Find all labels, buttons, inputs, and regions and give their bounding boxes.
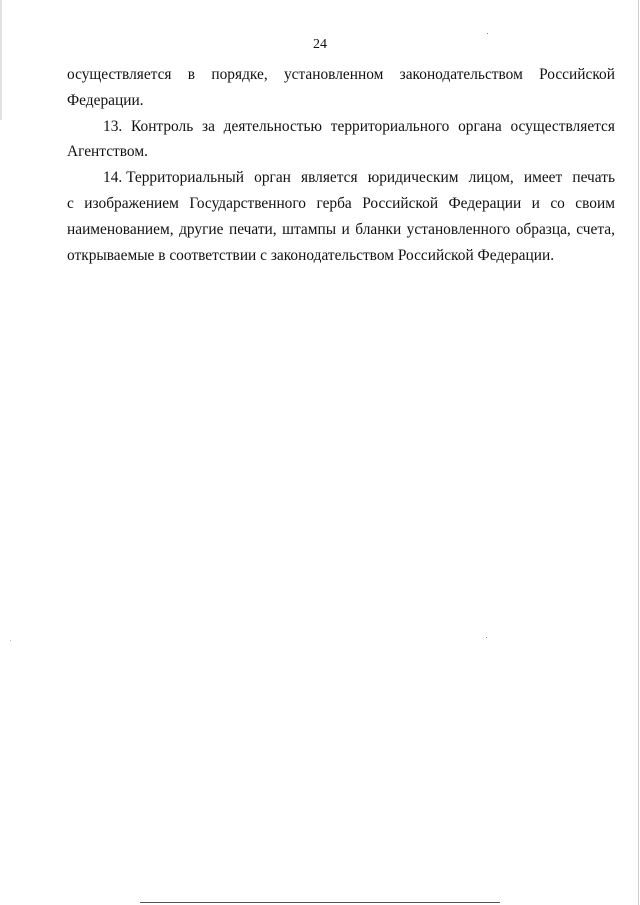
- word: является: [301, 169, 358, 187]
- word: 13.: [103, 117, 123, 135]
- word: открываемые в соответствии с законодательством Российской Федерации.: [67, 246, 555, 264]
- word: штампы: [282, 220, 337, 238]
- word: законодательством: [399, 66, 523, 83]
- page-number: 24: [313, 37, 327, 52]
- word: и: [531, 194, 540, 212]
- paragraph-13: [67, 114, 615, 166]
- text-line: [67, 139, 615, 165]
- word: осуществляется: [67, 66, 172, 83]
- word: изображением: [84, 194, 179, 212]
- word: территориального: [330, 117, 450, 135]
- word: за: [201, 117, 215, 135]
- word: Федерации: [448, 194, 522, 212]
- word: порядке,: [211, 66, 268, 83]
- word: с: [67, 194, 74, 212]
- word: Контроль: [131, 117, 194, 135]
- scan-edge-right: [638, 0, 639, 905]
- text-line: [67, 217, 615, 243]
- word: осуществляется: [510, 117, 615, 135]
- document-body: [67, 62, 615, 268]
- word: образца,: [515, 220, 571, 238]
- word: деятельностью: [223, 117, 323, 135]
- text-line: [67, 191, 615, 217]
- word: другие: [179, 220, 224, 238]
- word: установленном: [283, 66, 384, 83]
- word: Федерации.: [67, 91, 144, 109]
- word: установленного: [406, 220, 511, 238]
- scan-edge-top-left: [0, 0, 2, 120]
- word: герба: [316, 194, 352, 212]
- word: со: [550, 194, 565, 212]
- word: Агентством.: [67, 143, 148, 161]
- word: счета,: [576, 220, 615, 238]
- scan-speck: [486, 637, 487, 638]
- text-line: [67, 88, 615, 114]
- word: Государственного: [189, 194, 307, 212]
- word: бланки: [355, 220, 402, 238]
- word: своим: [575, 194, 615, 212]
- word: Российской: [539, 66, 615, 83]
- scan-speck: [10, 640, 11, 641]
- word: наименованием,: [67, 220, 174, 238]
- word: юридическим: [367, 169, 459, 187]
- word: 14. Территориальный: [103, 169, 244, 187]
- word: лицом,: [468, 169, 514, 187]
- text-line: [67, 62, 615, 88]
- scan-edge-bottom: [140, 902, 500, 903]
- scan-speck: [487, 33, 488, 34]
- word: орган: [254, 169, 291, 187]
- text-line: [67, 243, 615, 269]
- word: печати,: [228, 220, 277, 238]
- word: и: [341, 220, 350, 238]
- text-line: [67, 165, 615, 191]
- word: имеет: [523, 169, 563, 187]
- text-line: [67, 114, 615, 140]
- word: органа: [458, 117, 502, 135]
- word: в: [187, 66, 196, 83]
- word: Российской: [362, 194, 439, 212]
- word: печать: [572, 169, 615, 187]
- paragraph-14: [67, 165, 615, 268]
- paragraph-12-continuation: [67, 62, 615, 114]
